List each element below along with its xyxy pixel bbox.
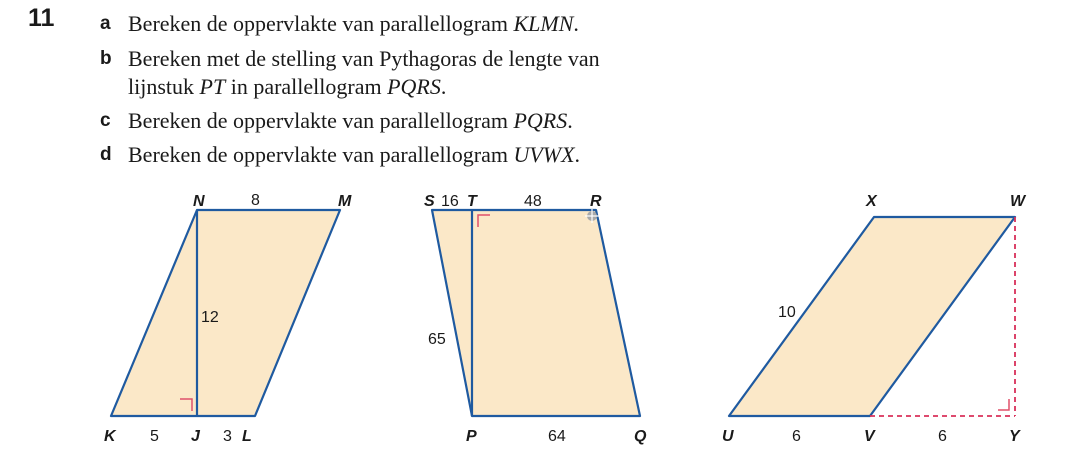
vertex-l: L — [242, 428, 252, 445]
item-c-math: PQRS — [513, 108, 568, 133]
item-b-post: . — [440, 74, 447, 99]
length-jl: 3 — [223, 428, 232, 445]
question-number: 11 — [28, 4, 55, 32]
item-d-pre: Bereken de oppervlakte van parallellogram — [128, 142, 514, 167]
length-kj: 5 — [150, 428, 159, 445]
right-angle-mark-y — [998, 399, 1009, 410]
item-letter-a: a — [100, 13, 111, 34]
item-a-math: KLMN — [513, 11, 574, 36]
vertex-s: S — [424, 193, 435, 210]
item-d-math: UVWX — [513, 142, 575, 167]
vertex-m: M — [338, 193, 352, 210]
vertex-q: Q — [634, 428, 647, 445]
length-tr: 48 — [524, 193, 542, 210]
figure-uvwx — [722, 193, 1027, 445]
vertex-p: P — [466, 428, 477, 445]
length-st: 16 — [441, 193, 459, 210]
item-b-pre: lijnstuk — [128, 74, 200, 99]
vertex-v: V — [864, 428, 875, 445]
vertex-k: K — [104, 428, 116, 445]
vertex-t: T — [467, 193, 477, 210]
figure-klmn — [104, 192, 352, 445]
vertex-w: W — [1010, 193, 1026, 210]
item-c-post: . — [567, 108, 573, 133]
parallelogram-pqrs — [432, 210, 640, 416]
item-b-math2: PQRS — [387, 74, 441, 99]
parallelogram-uvwx — [729, 217, 1015, 416]
vertex-j: J — [191, 428, 200, 445]
item-a-post: . — [573, 11, 579, 36]
length-nj: 12 — [201, 309, 219, 326]
length-vy: 6 — [938, 428, 947, 445]
item-letter-c: c — [100, 110, 111, 131]
length-pq: 64 — [548, 428, 566, 445]
vertex-y: Y — [1009, 428, 1020, 445]
vertex-r: R — [590, 193, 602, 210]
length-uv: 6 — [792, 428, 801, 445]
item-b-math1: PT — [199, 74, 226, 99]
figure-pqrs — [424, 193, 647, 445]
item-letter-b: b — [100, 48, 112, 69]
item-letter-d: d — [100, 144, 112, 165]
item-text-b-line1: Bereken met de stelling van Pythagoras de lengte van — [128, 46, 600, 71]
vertex-n: N — [193, 193, 205, 210]
item-c-pre: Bereken de oppervlakte van parallellogram — [128, 108, 514, 133]
vertex-x: X — [866, 193, 877, 210]
length-nm: 8 — [251, 192, 260, 209]
length-sp: 65 — [428, 331, 446, 348]
parallelogram-klmn — [111, 210, 340, 416]
item-a-pre: Bereken de oppervlakte van parallellogram — [128, 11, 514, 36]
item-d-post: . — [574, 142, 581, 167]
length-ux: 10 — [778, 304, 796, 321]
item-b-mid: in parallellogram — [225, 74, 388, 99]
vertex-u: U — [722, 428, 734, 445]
